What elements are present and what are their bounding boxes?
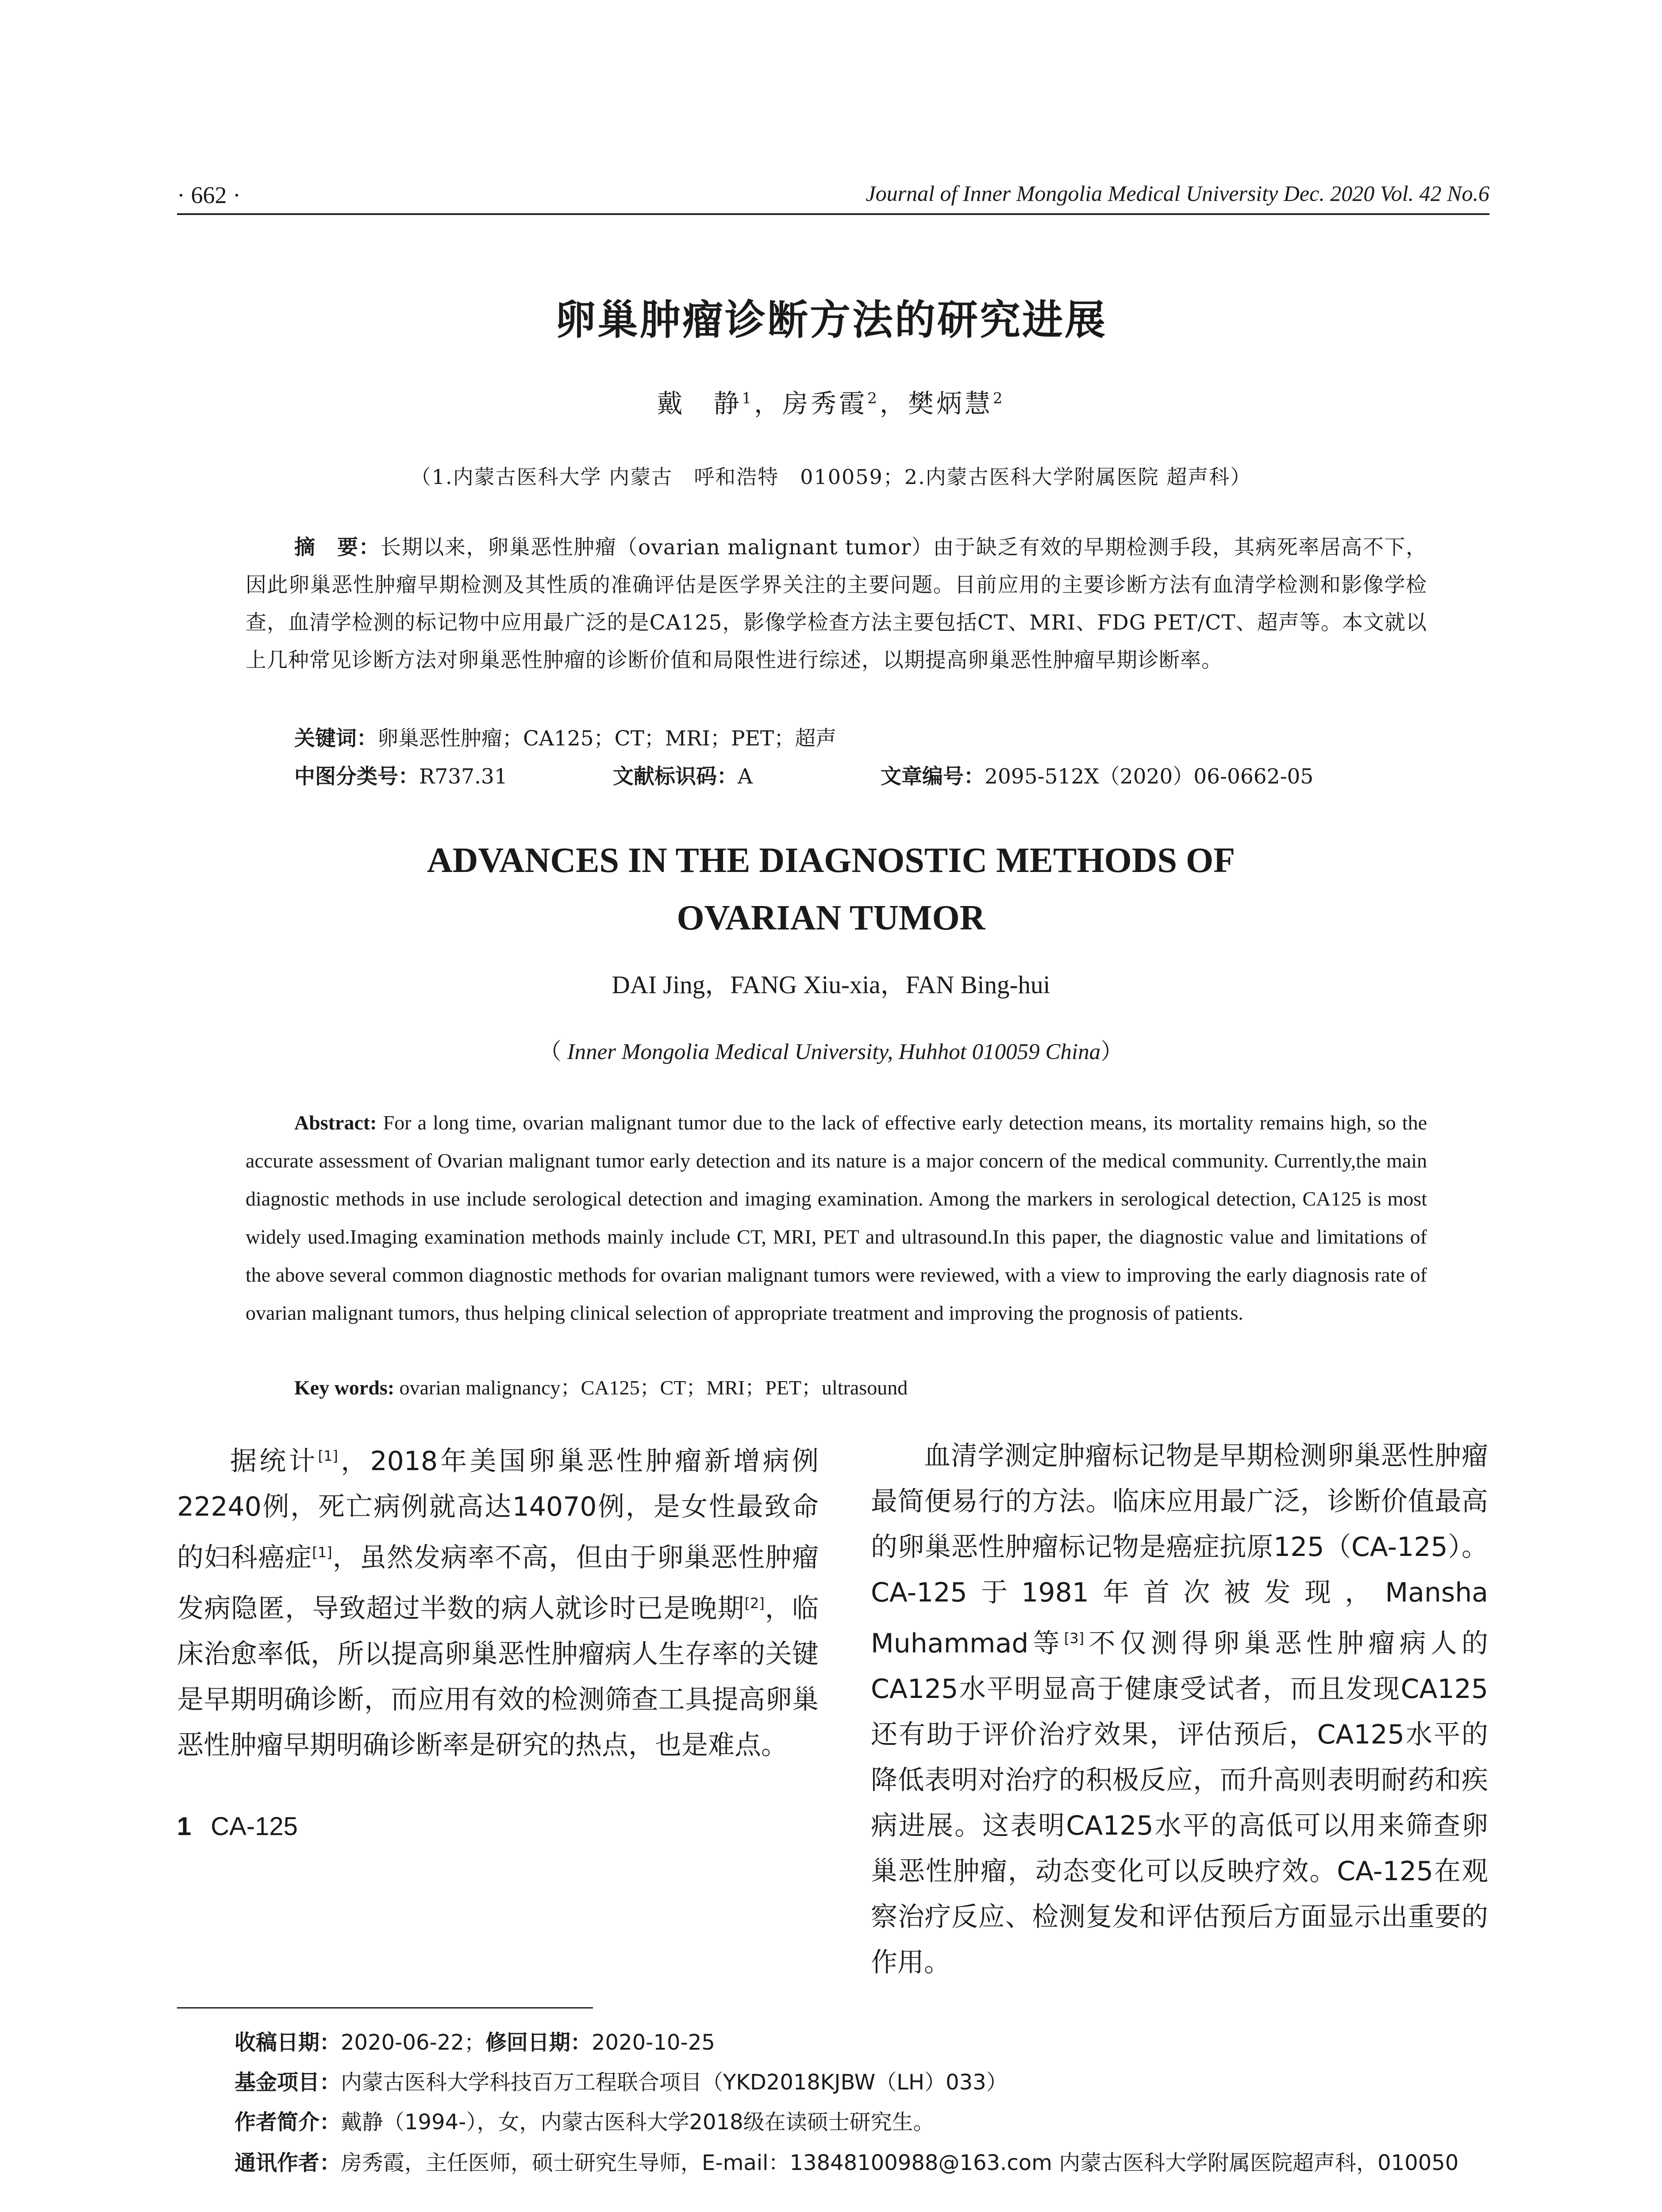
author-affil-sup: 2 (867, 389, 880, 407)
abstract-cn-label: 摘 要： (294, 535, 381, 560)
keywords-en (294, 1371, 908, 1401)
received-label: 收稿日期： (235, 2030, 341, 2055)
affiliation-en (0, 1033, 1662, 1066)
text-run: 据统计 (230, 1446, 318, 1477)
document-code (613, 760, 753, 790)
revised-date: 2020-10-25 (592, 2030, 715, 2055)
citation[interactable]: [1] (312, 1544, 332, 1561)
footnote-dates (235, 2025, 1562, 2056)
text-run: 血清学测定肿瘤标记物是早期检测卵巢恶性肿瘤最简便易行的方法。临床应用最广泛，诊断价值最高的卵巢恶性肿瘤标记物是癌症抗原125（CA-125）。CA-125于1981年首次被发现，Mansha Muhammad等 (871, 1440, 1488, 1659)
author-affil-sup: 1 (742, 389, 754, 407)
title-en-line: OVARIAN TUMOR (677, 899, 985, 937)
text-run: ，临床治愈率低，所以提高卵巢恶性肿瘤病人生存率的关键是早期明确诊断，而应用有效的检测筛查工具提高卵巢恶性肿瘤早期明确诊断率是研究的热点，也是难点。 (177, 1593, 819, 1761)
page-number: · 662 · (177, 182, 241, 208)
clc-label: 中图分类号： (294, 764, 419, 789)
bio-label: 作者简介： (235, 2110, 341, 2135)
article-value: 2095-512X（2020）06-0662-05 (985, 764, 1314, 789)
keywords-en-label: Key words: (294, 1376, 395, 1399)
section-title: CA-125 (211, 1812, 298, 1841)
corr-label: 通讯作者： (235, 2151, 341, 2175)
affil-en-text: Inner Mongolia Medical University, Huhhot 010059 China (567, 1040, 1101, 1064)
doc-label: 文献标识码： (613, 764, 738, 789)
title-en (0, 832, 1662, 947)
affil-en-close: ） (1100, 1040, 1123, 1064)
text-run: ，虽然发病率不高，但由于卵巢恶性肿瘤发病隐匿，导致超过半数的病人就诊时已是晚期 (177, 1542, 819, 1624)
keywords-cn-text: 卵巢恶性肿瘤；CA125；CT；MRI；PET；超声 (377, 726, 837, 751)
affiliation-cn: （1.内蒙古医科大学 内蒙古 呼和浩特 010059；2.内蒙古医科大学附属医院 超声科） (410, 465, 1252, 489)
authors-en: DAI Jing，FANG Xiu-xia，FAN Bing-hui (612, 971, 1050, 999)
section-number: 1 (177, 1812, 192, 1841)
revised-label: 修回日期： (485, 2030, 592, 2055)
author-cn: 房秀霞 (782, 388, 868, 419)
citation[interactable]: [2] (744, 1595, 765, 1612)
footnote-rule (177, 2007, 593, 2008)
footnote-author-bio (235, 2105, 1562, 2135)
text-run: 不仅测得卵巢恶性肿瘤病人的CA125水平明显高于健康受试者，而且发现CA125还有助于评价治疗效果，评估预后，CA125水平的降低表明对治疗的积极反应，而升高则表明耐药和疾病进展。这表明CA125水平的高低可以用来筛查卵巢恶性肿瘤，动态变化可以反映疗效。CA-125在观察治疗反应、检测复发和评估预后方面显示出重要的作用。 (871, 1628, 1489, 1978)
author-cn: 戴 静 (657, 388, 742, 419)
body-right-column (871, 1433, 1488, 1985)
clc-value: R737.31 (419, 764, 508, 789)
header-rule (177, 213, 1489, 215)
footnote-fund (235, 2065, 1562, 2096)
journal-header: Journal of Inner Mongolia Medical University Dec. 2020 Vol. 42 No.6 (866, 181, 1489, 206)
intro-paragraph (177, 1433, 819, 1768)
title-cn: 卵巢肿瘤诊断方法的研究进展 (554, 296, 1107, 344)
author-affil-sup: 2 (993, 389, 1005, 407)
abstract-cn (246, 529, 1427, 679)
abstract-cn-text: 长期以来，卵巢恶性肿瘤（ovarian malignant tumor）由于缺乏有效的早期检测手段，其病死率居高不下，因此卵巢恶性肿瘤早期检测及其性质的准确评估是医学界关注的主要问题。目前应用的主要诊断方法有血清学检测和影像学检查，血清学检测的标记物中应用最广泛的是CA125，影像学检查方法主要包括CT、MRI、FDG PET/CT、超声等。本文就以上几种常见诊断方法对卵巢恶性肿瘤的诊断价值和局限性进行综述，以期提高卵巢恶性肿瘤早期诊断率。 (246, 535, 1427, 672)
citation[interactable]: [3] (1064, 1630, 1085, 1647)
ca125-paragraph (871, 1433, 1488, 1985)
abstract-en-text: For a long time, ovarian malignant tumor due to the lack of effective early detection means, its mortality remains high, so the accurate assessment of Ovarian malignant tumor early detection and its nature is a major concern of the medical community. Currently,the main diagnostic methods in use include serological detection and imaging examination. Among the markers in serological detection, CA125 is most widely used.Imaging examination methods mainly include CT, MRI, PET and ultrasound.In this paper, the diagnostic value and limitations of the above several common diagnostic methods for ovarian malignant tumors were reviewed, with a view to improving the early diagnosis rate of ovarian malignant tumors, thus helping clinical selection of appropriate treatment and improving the prognosis of patients. (246, 1111, 1427, 1324)
section-heading-ca125 (177, 1812, 298, 1841)
bio-text: 戴静（1994-），女，内蒙古医科大学2018级在读硕士研究生。 (341, 2110, 935, 2135)
fund-label: 基金项目： (235, 2070, 341, 2095)
title-en-line: ADVANCES IN THE DIAGNOSTIC METHODS OF (427, 841, 1235, 880)
author-cn: 樊炳慧 (908, 388, 993, 419)
footnote-corresponding (235, 2146, 1562, 2176)
article-number (881, 760, 1313, 790)
text-run: ，2018年美国卵巢恶性肿瘤新增病例22240例，死亡病例就高达14070例，是女性最致命的妇科癌症 (177, 1446, 819, 1573)
fund-text: 内蒙古医科大学科技百万工程联合项目（YKD2018KJBW（LH）033） (341, 2070, 1008, 2095)
citation[interactable]: [1] (318, 1448, 338, 1464)
doc-value: A (738, 764, 753, 789)
keywords-cn (294, 722, 836, 752)
abstract-en-label: Abstract: (294, 1111, 377, 1134)
article-label: 文章编号： (881, 764, 985, 789)
abstract-en (246, 1104, 1427, 1332)
authors-cn: 戴 静$^1$，房秀霞$^2$，樊炳慧$^2$ (657, 388, 1005, 419)
clc-number (294, 760, 508, 790)
keywords-cn-label: 关键词： (294, 726, 377, 751)
received-date: 2020-06-22； (341, 2030, 485, 2055)
affil-en-open: （ (539, 1040, 567, 1064)
body-left-column (177, 1433, 819, 1768)
corr-text: 房秀霞，主任医师，硕士研究生导师，E-mail：13848100988@163.com 内蒙古医科大学附属医院超声科，010050 (341, 2151, 1459, 2175)
keywords-en-text: ovarian malignancy；CA125；CT；MRI；PET；ultrasound (399, 1376, 908, 1399)
